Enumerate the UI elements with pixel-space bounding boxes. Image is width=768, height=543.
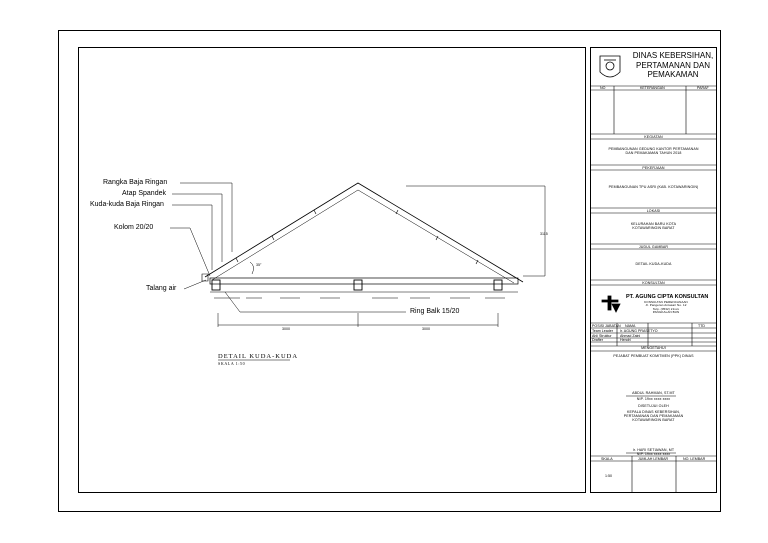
konsultan-detail: KONSULTAN PERENCANAAN Jl. Pangeran Antasari No. 12 Telp. (0532) 21xxx PANGKALAN BUN — [644, 300, 688, 315]
label-kuda-kuda: Kuda-kuda Baja Ringan — [90, 201, 164, 208]
label-kolom: Kolom 20/20 — [114, 224, 154, 231]
leader-talang — [184, 280, 206, 289]
lokasi-header: LOKASI — [646, 209, 661, 213]
lokasi-value: KELURAHAN BARU KOTA KOTAWARINGIN BARAT — [630, 222, 677, 230]
signer1-name: ABDUL RAHMAN, ST.MT — [632, 391, 675, 395]
government-seal-logo — [600, 56, 620, 77]
footer-skala-header: SKALA — [601, 457, 613, 461]
roof-inner-line — [212, 190, 514, 283]
label-talang-air: Talang air — [146, 285, 177, 292]
row1-nama: Ir. AGUNG PRASETYO — [620, 329, 658, 333]
gutter-shape — [202, 274, 208, 281]
pekerjaan-value: PEMBANGUNAN TPU ASRI (KAB. KOTAWARINGIN) — [608, 185, 699, 189]
kegiatan-header: KEGIATAN — [644, 135, 663, 139]
leader-kuda — [172, 205, 212, 270]
pejabat-label: PEJABAT PEMBUAT KOMITMEN (PPK) DINAS — [613, 354, 694, 358]
detail-scale: SKALA 1:50 — [218, 361, 246, 366]
kegiatan-value: PEMBANGUNAN GEDUNG KANTOR PERTAMANAN DAN PEMAKAMAN TAHUN 2018 — [608, 147, 699, 155]
table-header-ttd: TTD — [698, 324, 705, 328]
dimension-span-left: 3000 — [282, 327, 290, 331]
signer2-name: Ir. HARI SETIAWAN, MT — [632, 448, 675, 452]
mengetahui-label: MENGETAHUI — [641, 346, 666, 350]
signer2-nip: NIP. 19xx xxxx xxxx — [636, 452, 671, 456]
row2-nama: Ahmad Zaini — [620, 334, 641, 338]
dimension-angle: 35° — [256, 263, 262, 267]
judul-value: DETAIL KUDA-KUDA — [635, 262, 672, 266]
footer-nolembar-header: NO. LEMBAR — [683, 457, 706, 461]
judul-header: JUDUL GAMBAR — [638, 245, 669, 249]
roof-sheet-line — [205, 183, 523, 282]
label-rangka-baja: Rangka Baja Ringan — [103, 179, 168, 186]
rev-header-keterangan: KETERANGAN — [640, 86, 665, 90]
kepala-label: KEPALA DINAS KEBERSIHAN, PERTAMANAN DAN PEMAKAMAN KOTAWARINGIN BARAT — [623, 410, 684, 422]
leader-ringbalk — [225, 292, 406, 312]
detail-title: DETAIL KUDA-KUDA — [218, 353, 299, 360]
ring-balk-beam — [210, 278, 518, 284]
leader-rangka — [180, 183, 232, 252]
row2-jabatan: Ahli Struktur — [592, 334, 612, 338]
row3-nama: Hendri — [620, 338, 631, 342]
rev-header-paraf: PARAF — [697, 86, 709, 90]
dimension-height: 3115 — [540, 232, 548, 236]
column-right — [494, 280, 502, 290]
table-header-jabatan: POSISI JABATAN — [592, 324, 621, 328]
column-left — [212, 280, 220, 290]
organization-name: DINAS KEBERSIHAN, PERTAMANAN DAN PEMAKAMAN — [632, 51, 714, 79]
konsultan-header: KONSULTAN — [642, 281, 665, 285]
disetujui-label: DISETUJUI OLEH — [638, 404, 669, 408]
leader-kolom — [170, 228, 210, 276]
column-mid — [354, 280, 362, 290]
angle-arc — [250, 262, 254, 274]
table-header-nama: NAMA — [625, 324, 636, 328]
footer-skala-value: 1:50 — [605, 474, 612, 478]
dimension-span-right: 3000 — [422, 327, 430, 331]
label-ring-balk: Ring Balk 15/20 — [410, 308, 460, 315]
footer-jumlah-header: JUMLAH LEMBAR — [638, 457, 669, 461]
row1-jabatan: Team Leader — [592, 329, 613, 333]
pekerjaan-header: PEKERJAAN — [642, 166, 665, 170]
rev-header-no: NO — [600, 86, 606, 90]
signer1-nip: NIP. 19xx xxxx xxxx — [636, 397, 671, 401]
row3-jabatan: Drafter — [592, 338, 603, 342]
konsultan-name: PT. AGUNG CIPTA KONSULTAN — [626, 294, 709, 300]
consultant-logo — [602, 296, 620, 312]
label-atap-spandek: Atap Spandek — [122, 190, 166, 197]
truss-web-ticks — [236, 210, 478, 264]
